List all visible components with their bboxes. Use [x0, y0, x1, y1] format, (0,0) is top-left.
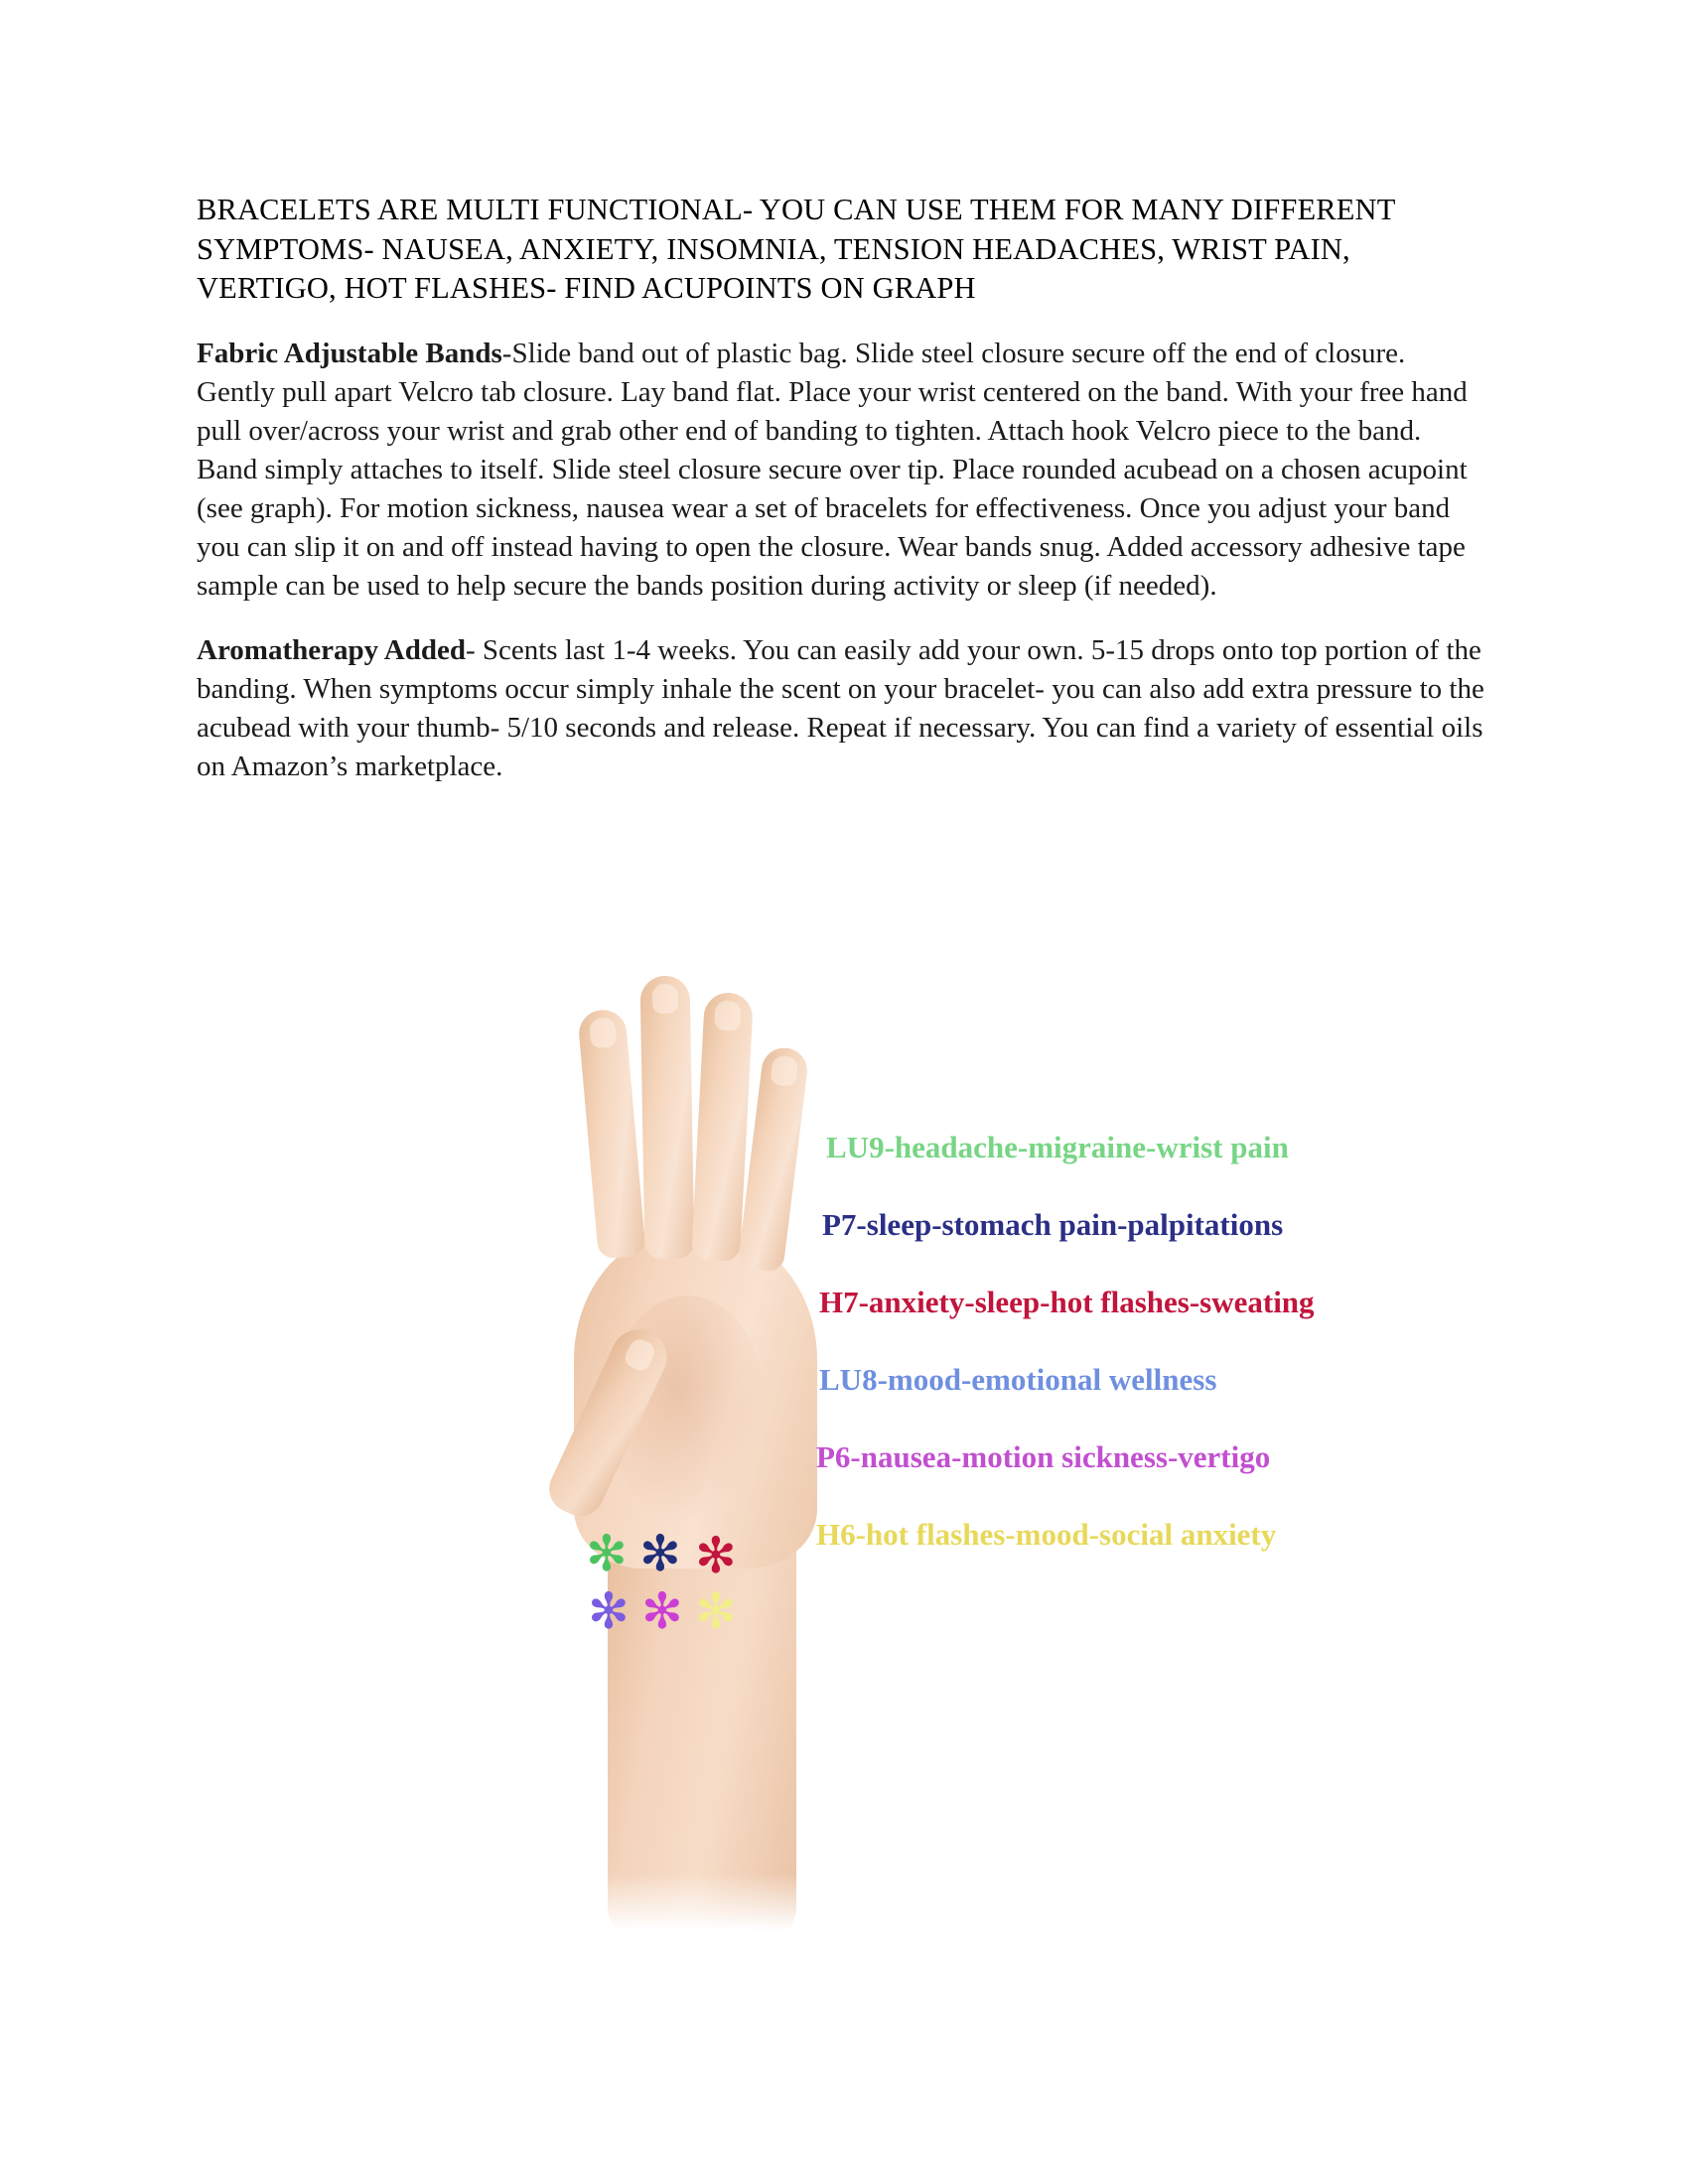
paragraph-fabric-adjustable-bands [197, 335, 1487, 606]
paragraph-lead-label: Fabric Adjustable Bands [197, 337, 502, 369]
fingernail [622, 1335, 657, 1373]
acupoint-label-lu8: LU8-mood-emotional wellness [819, 1362, 1217, 1397]
index-finger-shape [577, 1008, 646, 1259]
acupoint-marker-p6[interactable]: ✻ [641, 1582, 683, 1640]
acupoint-marker-h6[interactable]: ✻ [695, 1582, 737, 1640]
acupoint-label-h7: H7-anxiety-sleep-hot flashes-sweating [819, 1285, 1315, 1319]
fingernail [714, 1000, 742, 1030]
acupoint-label-h6: H6-hot flashes-mood-social anxiety [816, 1517, 1277, 1552]
acupoint-marker-lu9[interactable]: ✻ [586, 1525, 628, 1582]
paragraph-lead-label: Aromatherapy Added [197, 633, 466, 666]
page-title: BRACELETS ARE MULTI FUNCTIONAL- YOU CAN USE THEM FOR MANY DIFFERENT SYMPTOMS- NAUSEA, ANXIETY, INSOMNIA, TENSION HEADACHES, WRIST PAIN, VERTIGO, HOT FLASHES- FIND ACUPOINTS ON GRAPH [197, 193, 1395, 306]
fingernail [652, 984, 679, 1014]
document-body [197, 191, 1487, 812]
acupoint-label-p6: P6-nausea-motion sickness-vertigo [816, 1439, 1271, 1474]
acupoint-marker-h7[interactable]: ✻ [695, 1527, 737, 1584]
fingernail [770, 1054, 798, 1087]
acupoint-marker-p7[interactable]: ✻ [639, 1525, 681, 1582]
paragraph-text: - Scents last 1-4 weeks. You can easily add your own. 5-15 drops onto top portion of the banding. When symptoms occur simply inhale the scent on your bracelet- you can also add extra pressure to the acubead with your thumb- 5/10 seconds and release. Repeat if necessary. You can find a variety of essential oils on Amazon’s marketplace. [197, 633, 1484, 782]
paragraph-text: -Slide band out of plastic bag. Slide steel closure secure off the end of closure. Gently pull apart Velcro tab closure. Lay band flat. Place your wrist centered on the band. With your free hand pull over/across your wrist and grab other end of banding to tighten. Attach hook Velcro piece to the band. Band simply attaches to itself. Slide steel closure secure over tip. Place rounded acubead on a chosen acupoint (see graph). For motion sickness, nausea wear a set of bracelets for effectiveness. Once you adjust your band you can slip it on and off instead having to open the closure. Wear bands snug. Added accessory adhesive tape sample can be used to help secure the bands position during activity or sleep (if needed). [197, 337, 1468, 602]
acupoint-label-lu9: LU9-headache-migraine-wrist pain [826, 1130, 1289, 1164]
paragraph-aromatherapy-added [197, 631, 1487, 786]
acupoint-marker-lu8[interactable]: ✻ [588, 1582, 630, 1640]
acupoint-label-p7: P7-sleep-stomach pain-palpitations [822, 1207, 1284, 1242]
middle-finger-shape [640, 976, 695, 1260]
acupoint-markers [586, 1525, 755, 1643]
acupoint-graph-figure [0, 893, 1688, 2184]
fingernail [589, 1017, 618, 1048]
